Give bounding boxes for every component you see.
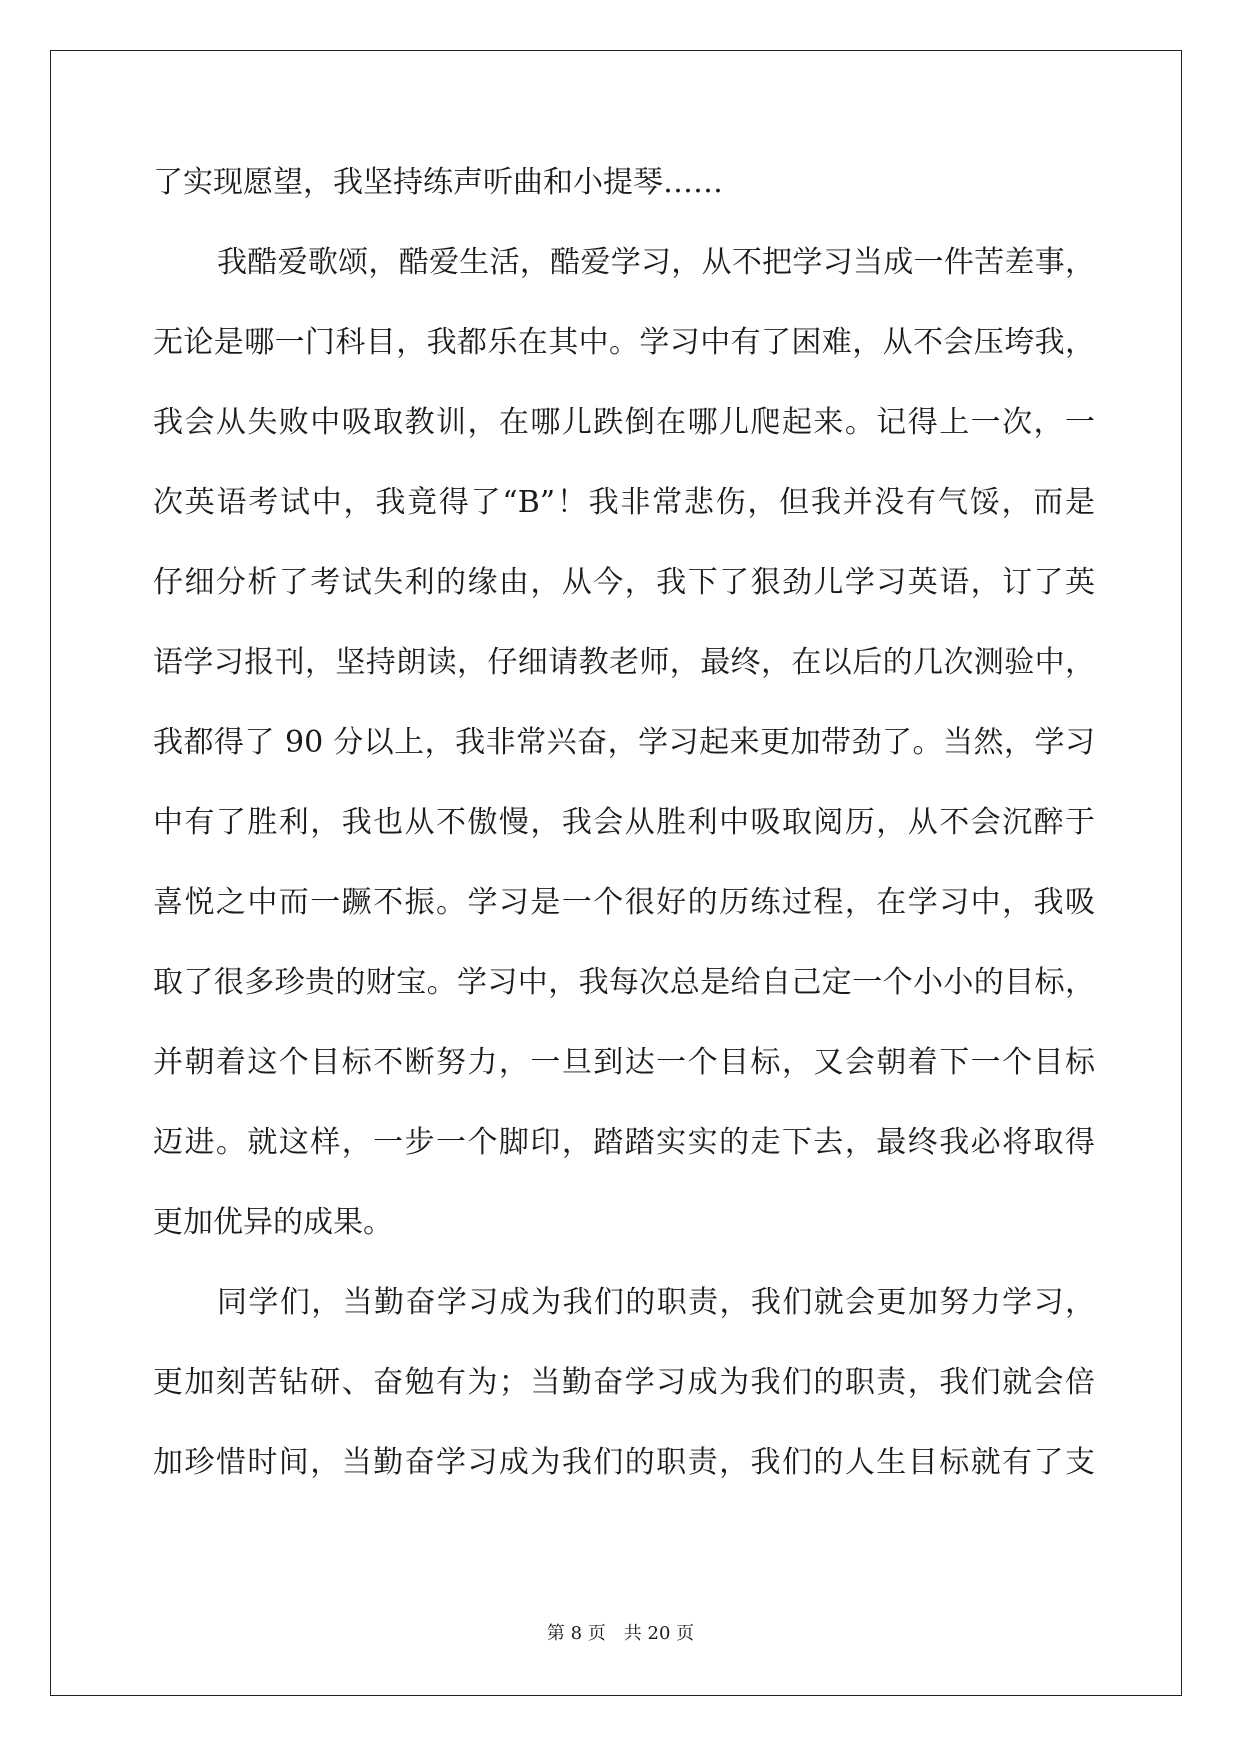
text-line: 同学们，当勤奋学习成为我们的职责，我们就会更加努力学习， xyxy=(217,1285,1095,1320)
text-line: 中有了胜利，我也从不傲慢，我会从胜利中吸取阅历，从不会沉醉于 xyxy=(153,805,1095,840)
text-line: 取了很多珍贵的财宝。学习中，我每次总是给自己定一个小小的目标， xyxy=(153,965,1095,1000)
text-line: 喜悦之中而一蹶不振。学习是一个很好的历练过程，在学习中，我吸 xyxy=(153,885,1095,920)
text-line: 次英语考试中，我竟得了“B”！我非常悲伤，但我并没有气馁，而是 xyxy=(153,485,1095,520)
text-line: 我会从失败中吸取教训，在哪儿跌倒在哪儿爬起来。记得上一次，一 xyxy=(153,405,1095,440)
text-line: 更加刻苦钻研、奋勉有为；当勤奋学习成为我们的职责，我们就会倍 xyxy=(153,1365,1095,1400)
page-footer xyxy=(0,1619,1241,1645)
text-line: 仔细分析了考试失利的缘由，从今，我下了狠劲儿学习英语，订了英 xyxy=(153,565,1095,600)
text-line: 无论是哪一门科目，我都乐在其中。学习中有了困难，从不会压垮我， xyxy=(153,325,1095,360)
text-line: 迈进。就这样，一步一个脚印，踏踏实实的走下去，最终我必将取得 xyxy=(153,1125,1095,1160)
page-number: 第 8 页 xyxy=(546,1623,606,1644)
text-line: 了实现愿望，我坚持练声听曲和小提琴…… xyxy=(153,165,723,200)
text-line: 语学习报刊，坚持朗读，仔细请教老师，最终，在以后的几次测验中， xyxy=(153,645,1095,680)
text-line: 更加优异的成果。 xyxy=(153,1205,393,1240)
text-line: 并朝着这个目标不断努力，一旦到达一个目标，又会朝着下一个目标 xyxy=(153,1045,1095,1080)
page-total: 共 20 页 xyxy=(623,1623,695,1644)
text-line: 我都得了 90 分以上，我非常兴奋，学习起来更加带劲了。当然，学习 xyxy=(153,725,1095,760)
text-line: 加珍惜时间，当勤奋学习成为我们的职责，我们的人生目标就有了支 xyxy=(153,1445,1095,1480)
text-line: 我酷爱歌颂，酷爱生活，酷爱学习，从不把学习当成一件苦差事， xyxy=(217,245,1095,280)
